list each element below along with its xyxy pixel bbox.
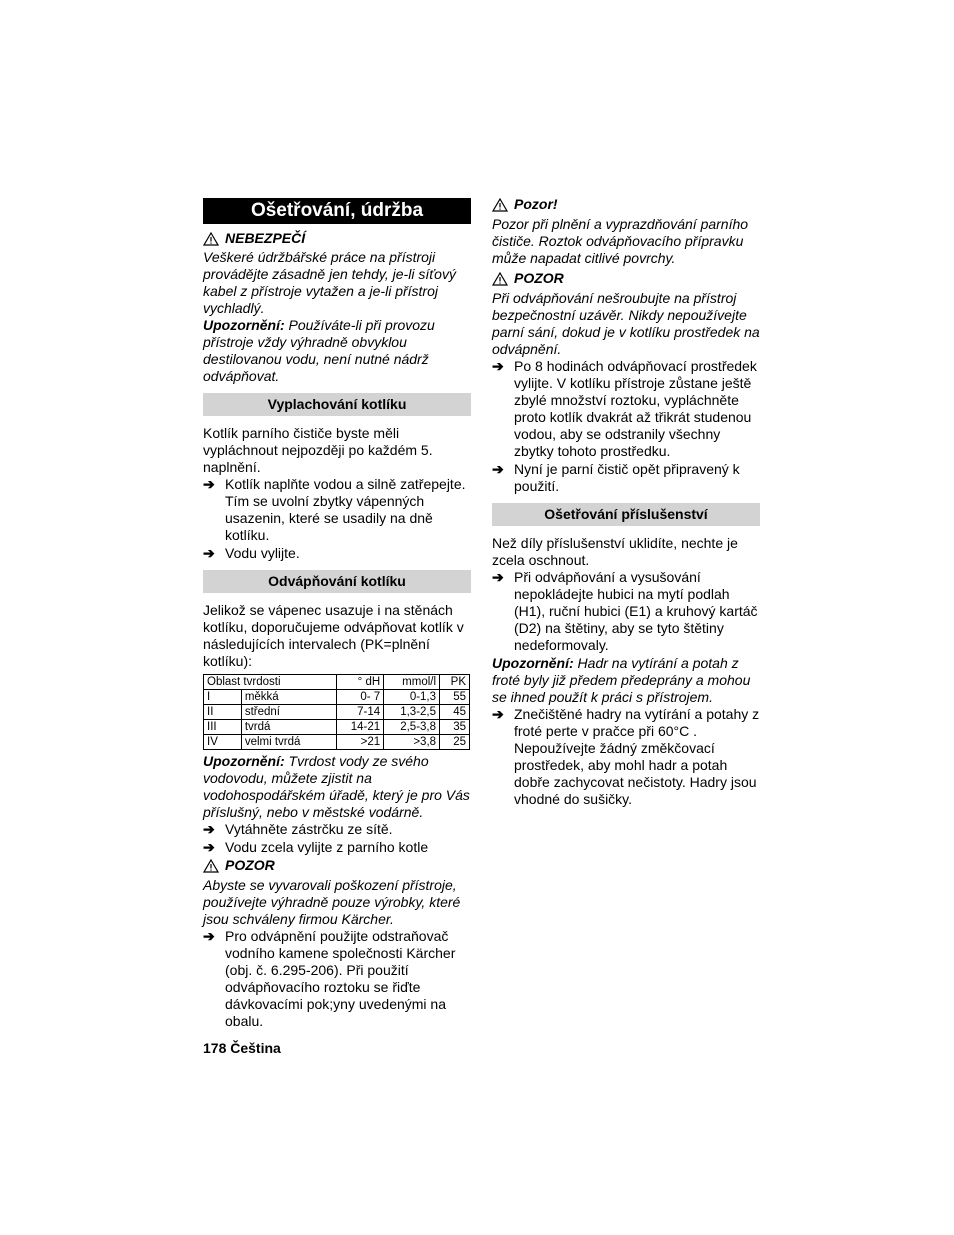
- list-item: [492, 461, 760, 495]
- section-heading-descaling: Odvápňování kotlíku: [203, 570, 471, 593]
- table-cell: IV: [204, 735, 242, 750]
- list-item: [492, 358, 760, 460]
- note-paragraph: [203, 317, 471, 385]
- table-cell: 0-1,3: [384, 690, 440, 705]
- right-arrow-icon: ➔: [492, 461, 504, 477]
- table-cell: 2,5-3,8: [384, 720, 440, 735]
- list-item-text: Vodu zcela vylijte z parního kotle: [225, 839, 429, 855]
- table-cell: 1,3-2,5: [384, 705, 440, 720]
- list-item: [492, 706, 760, 808]
- left-column: [203, 196, 471, 1031]
- table-cell: II: [204, 705, 242, 720]
- danger-text: Veškeré údržbářské práce na přístroji provádějte zásadně jen tehdy, je-li síťový kabel z přístroje vytažen a je-li přístroj vychladlý.: [203, 249, 456, 316]
- list-item-text: Pro odvápnění použijte odstraňovač vodního kamene společnosti Kärcher (obj. č. 6.295-206). Při použití odvápňovacího roztoku se řiďte dávkovacími pok;yny uvedenými na obalu.: [225, 928, 456, 1029]
- rinsing-intro: Kotlík parního čističe byste měli vypláchnout nejpozději po každém 5. naplnění.: [203, 425, 433, 475]
- list-item-text: Vodu vylijte.: [225, 545, 300, 561]
- section-heading-rinsing: Vyplachování kotlíku: [203, 393, 471, 416]
- table-header-cell: ° dH: [337, 675, 384, 690]
- list-item: [203, 928, 471, 1030]
- list-item: [203, 839, 471, 856]
- table-cell: 55: [440, 690, 470, 705]
- table-cell: 35: [440, 720, 470, 735]
- list-item: [203, 545, 471, 562]
- table-row: [204, 705, 470, 720]
- table-row: [204, 720, 470, 735]
- table-header-cell: Oblast tvrdosti: [204, 675, 337, 690]
- pozor-text: Při odvápňování nešroubujte na přístroj bezpečnostní uzávěr. Nikdy nepoužívejte parní sání, dokud je v kotlíku prostředek na odvápnění.: [492, 290, 760, 357]
- right-arrow-icon: ➔: [203, 839, 215, 855]
- table-cell: 0- 7: [337, 690, 384, 705]
- danger-heading: [203, 230, 471, 247]
- list-item-text: Nyní je parní čistič opět připravený k použití.: [514, 461, 740, 494]
- right-arrow-icon: ➔: [203, 821, 215, 837]
- section-heading-accessories: Ošetřování příslušenství: [492, 503, 760, 526]
- list-item-text: Vytáhněte zástrčku ze sítě.: [225, 821, 393, 837]
- hardness-table: [203, 674, 470, 750]
- list-item-text: Kotlík naplňte vodou a silně zatřepejte. Tím se uvolní zbytky vápenných usazenin, které se usadily na dně kotlíku.: [225, 476, 466, 543]
- pozor-heading: [492, 196, 760, 213]
- table-row: [204, 690, 470, 705]
- list-item: [203, 476, 471, 544]
- list-item-text: Znečištěné hadry na vytírání a potahy z froté perte v pračce při 60°C . Nepoužívejte žádný změkčovací prostředek, aby mohl hadr a potah dobře zachycovat nečistoty. Hadry jsou vhodné do sušičky.: [514, 706, 760, 807]
- list-item: [203, 821, 471, 838]
- list-item-text: Po 8 hodinách odvápňovací prostředek vylijte. V kotlíku přístroje zůstane ještě zbylé množství roztoku, vypláchněte proto kotlík dvakrát až třikrát studenou vodou, aby se odstranily všechny zbytky tohoto prostředku.: [514, 358, 757, 459]
- table-cell: 45: [440, 705, 470, 720]
- page-footer: 178 Čeština: [203, 1040, 281, 1056]
- right-arrow-icon: ➔: [492, 358, 504, 374]
- pozor-label: Pozor!: [514, 196, 558, 212]
- caution-heading: [203, 857, 471, 874]
- table-header-cell: mmol/l: [384, 675, 440, 690]
- caution-text: Abyste se vyvarovali poškození přístroje, používejte výhradně pouze výrobky, které jsou schváleny firmou Kärcher.: [203, 877, 461, 927]
- table-cell: 25: [440, 735, 470, 750]
- pozor-heading: [492, 270, 760, 287]
- accessories-intro: Než díly příslušenství uklidíte, nechte je zcela oschnout.: [492, 535, 738, 568]
- note-label: Upozornění:: [203, 753, 285, 769]
- note-text: Tvrdost vody ze svého vodovodu, můžete zjistit na vodohospodářském úřadě, který je pro Vás příslušný, nebo v městské vodárně.: [203, 753, 470, 820]
- danger-label: NEBEZPEČÍ: [225, 230, 306, 246]
- table-cell: měkká: [241, 690, 337, 705]
- right-arrow-icon: ➔: [203, 928, 215, 944]
- table-header-cell: PK: [440, 675, 470, 690]
- table-row: [204, 735, 470, 750]
- note-label: Upozornění:: [492, 655, 574, 671]
- table-cell: III: [204, 720, 242, 735]
- note-label: Upozornění:: [203, 317, 285, 333]
- right-arrow-icon: ➔: [492, 569, 504, 585]
- caution-label: POZOR: [225, 857, 275, 873]
- note-paragraph: [203, 753, 471, 821]
- list-item-text: Při odvápňování a vysušování nepokládejte hubici na mytí podlah (H1), ruční hubici (E1) a kruhový kartáč (D2) na štětiny, aby se tyto štětiny nedeformovaly.: [514, 569, 758, 653]
- descaling-intro: Jelikož se vápenec usazuje i na stěnách kotlíku, doporučujeme odvápňovat kotlík v následujících intervalech (PK=plnění kotlíku):: [203, 602, 464, 669]
- table-cell: >3,8: [384, 735, 440, 750]
- warning-triangle-icon: [492, 198, 508, 212]
- table-cell: 14-21: [337, 720, 384, 735]
- table-cell: 7-14: [337, 705, 384, 720]
- warning-triangle-icon: [203, 232, 219, 246]
- table-cell: střední: [241, 705, 337, 720]
- table-cell: tvrdá: [241, 720, 337, 735]
- note-text: Používáte-li při provozu přístroje vždy výhradně obvyklou destilovanou vodu, není nutné nádrž odvápňovat.: [203, 317, 435, 384]
- table-cell: >21: [337, 735, 384, 750]
- table-header-row: [204, 675, 470, 690]
- warning-triangle-icon: [492, 272, 508, 286]
- right-arrow-icon: ➔: [492, 706, 504, 722]
- right-column: [492, 196, 760, 809]
- right-arrow-icon: ➔: [203, 545, 215, 561]
- list-item: [492, 569, 760, 654]
- note-text: Hadr na vytírání a potah z froté byly již předem předeprány a mohou se ihned použít k práci s přístrojem.: [492, 655, 751, 705]
- table-cell: I: [204, 690, 242, 705]
- note-paragraph: [492, 655, 760, 706]
- right-arrow-icon: ➔: [203, 476, 215, 492]
- pozor-label: POZOR: [514, 270, 564, 286]
- warning-triangle-icon: [203, 859, 219, 873]
- table-cell: velmi tvrdá: [241, 735, 337, 750]
- pozor-text: Pozor při plnění a vyprazdňování parního čističe. Roztok odvápňovacího přípravku může napadat citlivé povrchy.: [492, 216, 749, 266]
- page-title: Ošetřování, údržba: [203, 198, 471, 224]
